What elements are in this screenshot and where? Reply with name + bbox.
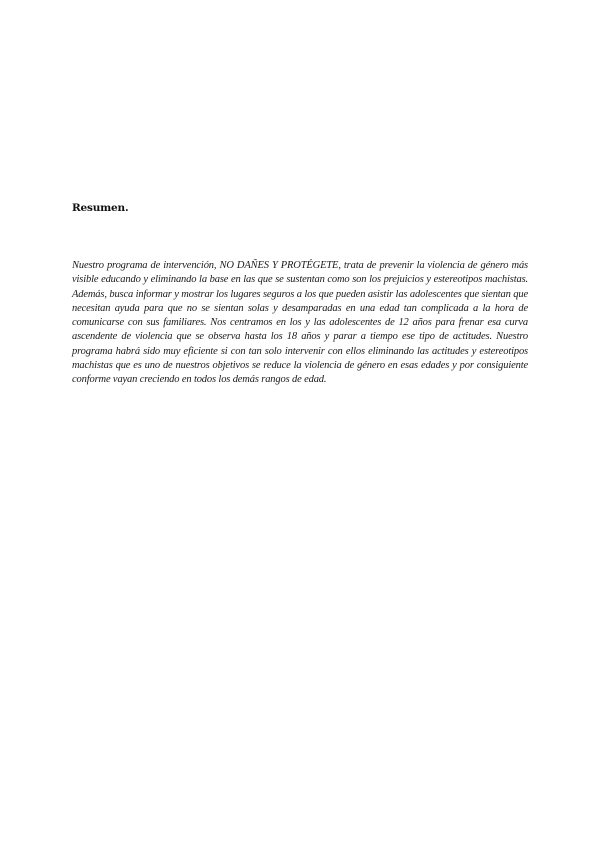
abstract-paragraph: Nuestro programa de intervención, NO DAÑES Y PROTÉGETE, trata de prevenir la violencia de género más visible educando y eliminando la base en las que se sustentan como son los prejuicios y estereotipos machistas. Además, busca informar y mostrar los lugares seguros a los que pueden asistir las adolescentes que sientan que necesitan ayuda para que no se sientan solas y desamparadas en una edad tan complicada a la hora de comunicarse con sus familiares. Nos centramos en los y las adolescentes de 12 años para frenar esa curva ascendente de violencia que se observa hasta los 18 años y parar a tiempo ese tipo de actitudes. Nuestro programa habrá sido muy eficiente si con tan solo intervenir con ellos eliminando las actitudes y estereotipos machistas que es uno de nuestros objetivos se reduce la violencia de género en esas edades y por consiguiente conforme vayan creciendo en todos los demás rangos de edad. [72, 260, 528, 386]
section-heading: Resumen. [72, 202, 129, 214]
